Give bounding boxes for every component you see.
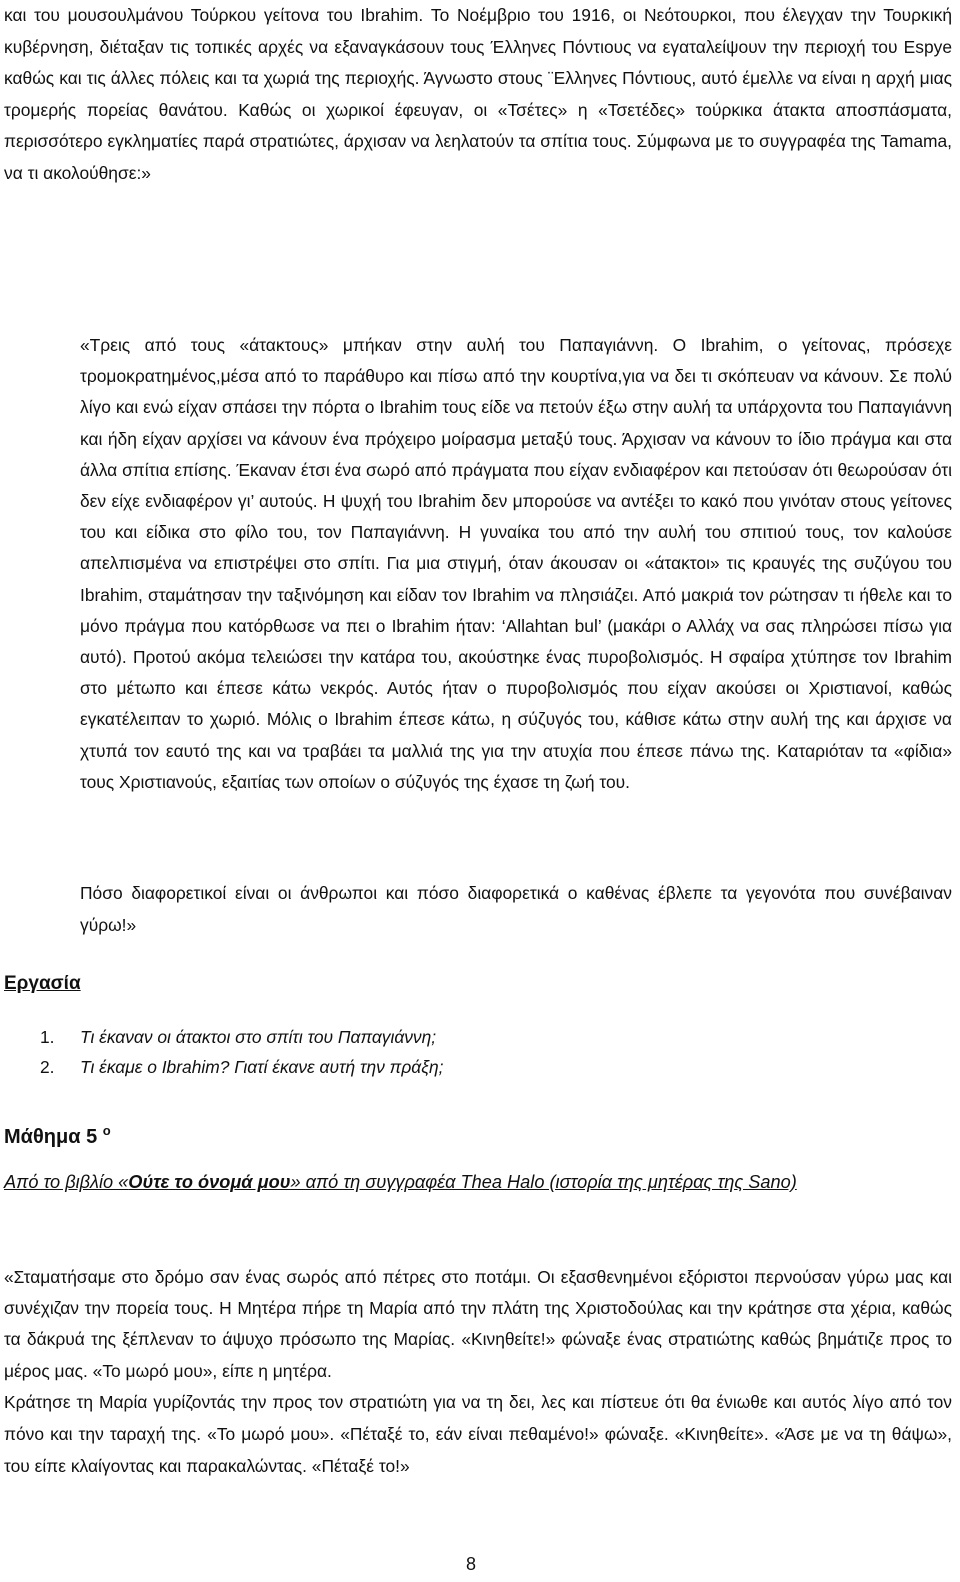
task-list: [40, 1022, 920, 1082]
task-item: [40, 1022, 920, 1052]
source-prefix: Από το βιβλίο «: [4, 1172, 129, 1192]
page-number: 8: [466, 1554, 477, 1574]
reflection-paragraph: Πόσο διαφορετικοί είναι οι άνθρωποι και πόσο διαφορετικά ο καθένας έβλεπε τα γεγονότα που συνέβαιναν γύρω!»: [80, 883, 952, 935]
lesson-heading-superscript: ο: [102, 1123, 111, 1138]
task-text: Τι έκαμε ο Ibrahim? Γιατί έκανε αυτή την πράξη;: [80, 1057, 444, 1077]
source-suffix: » από τη συγγραφέα Thea Halo (ιστορία της μητέρας της Sano): [290, 1172, 797, 1192]
story-paragraph-2: Κράτησε τη Μαρία γυρίζοντάς την προς τον στρατιώτη για να τη δει, λες και πίστευε ότι θα ένιωθε και αυτός λίγο από τον πόνο και την ταραχή της. «Το μωρό μου». «Πέταξέ το, εάν είναι πεθαμένο!» φώναξε. «Κινηθείτε». «Άσε με να τη θάψω», του είπε κλαίγοντας και παρακαλώντας. «Πέταξέ το!»: [4, 1392, 952, 1476]
intro-paragraph: και του μουσουλμάνου Τούρκου γείτονα του Ibrahim. Το Νοέμβριο του 1916, οι Νεότουρκοι, που έλεγχαν την Τουρκική κυβέρνηση, διέταξαν τις τοπικές αρχές να εξαναγκάσουν τους Έλληνες Πόντιους να εγαταλείψουν την περιοχή του Espye καθώς και τις άλλες πόλεις και τα χωριά της περιοχής. Άγνωστο στους ¨Ελληνες Πόντιους, αυτό έμελλε να είναι η αρχή μιας τρομερής πορείας θανάτου. Καθώς οι χωρικοί έφευγαν, οι «Τσέτες» η «Τσετέδες» τούρκικα άτακτα αποσπάσματα, περισσότερο εγκληματίες παρά στρατιώτες, άρχισαν να λεηλατούν τα σπίτια τους. Σύμφωνα με το συγγραφέα της Tamama, να τι ακολούθησε:»: [4, 5, 952, 183]
task-item: [40, 1052, 920, 1082]
lesson-heading: [4, 1116, 111, 1152]
story-paragraph-1: «Σταματήσαμε στο δρόμο σαν ένας σωρός από πέτρες στο ποτάμι. Οι εξασθενημένοι εξόριστοι περνούσαν γύρω μας και συνέχιζαν την πορεία τους. Η Μητέρα πήρε τη Μαρία από την πλάτη της Χριστοδούλας και την κράτησε στα χέρια, καθώς τα δάκρυά της ξέπλεναν το άψυχο πρόσωπο της Μαρίας. «Κινηθείτε!» φώναξε ένας στρατιώτης καθώς βημάτιζε προς το μέρος μας. «Το μωρό μου», είπε η μητέρα.: [4, 1267, 952, 1381]
source-citation: [4, 1165, 952, 1199]
task-heading: Εργασία: [4, 973, 81, 994]
lesson-heading-text: Μάθημα 5: [4, 1126, 98, 1148]
task-number: 1.: [40, 1027, 55, 1047]
task-number: 2.: [40, 1057, 55, 1077]
quote-paragraph: «Τρεις από τους «άτακτους» μπήκαν στην αυλή του Παπαγιάννη. O Ibrahim, ο γείτονας, πρόσεχε τρομοκρατημένος,μέσα από το παράθυρο και πίσω από την κουρτίνα,για να δει τι σκόπευαν να κάνουν. Σε πολύ λίγο και ενώ είχαν σπάσει την πόρτα ο Ibrahim τους είδε να πετούν έξω στην αυλή τα υπάρχοντα του Παπαγιάννη και ήδη είχαν αρχίσει να κάνουν ένα πρόχειρο μοίρασμα μεταξύ τους. Άρχισαν να κάνουν το ίδιο πράγμα και στα άλλα σπίτια επίσης. Έκαναν έτσι ένα σωρό από πράγματα που είχαν ενδιαφέρον και πετούσαν ότι θεωρούσαν ότι δεν είχε ενδιαφέρον γι’ αυτούς. Η ψυχή του Ibrahim δεν μπορούσε να αντέξει το κακό που γινόταν στους γείτονες του και είδικα στο φίλο του, τον Παπαγιάννη. Η γυναίκα του από την αυλή του σπιτιού τους, τον καλούσε απελπισμένα να επιστρέψει στο σπίτι. Για μια στιγμή, όταν άκουσαν οι «άτακτοι» τις κραυγές της συζύγου του Ibrahim, σταμάτησαν την ταξινόμηση και είδαν τον Ibrahim να πλησιάζει. Από μακριά τον ρώτησαν τι ήθελε και το μόνο πράγμα που κατόρθωσε να πει ο Ibrahim ήταν: ‘Allahtan bul’ (μακάρι ο Αλλάχ να σας πληρώσει πίσω για αυτό). Προτού ακόμα τελειώσει την κατάρα του, ακούστηκε ένας πυροβολισμός. Η σφαίρα χτύπησε τον Ibrahim στο μέτωπο και έπεσε κάτω νεκρός. Αυτός ήταν ο πυροβολισμός που είχαν ακούσει οι Χριστιανοί, καθώς εγκατέλειπαν το χωριό. Μόλις ο Ibrahim έπεσε κάτω, η σύζυγός του, κάθισε κάτω στην αυλή της και άρχισε να χτυπά τον εαυτό της και να τραβάει τα μαλλιά της για την ατυχία που έπεσε πάνω της. Καταριόταν τα «φίδια» τους Χριστιανούς, εξαιτίας των οποίων ο σύζυγός της έχασε τη ζωή του.: [80, 335, 952, 792]
source-book-title: Ούτε το όνομά μου: [128, 1172, 291, 1192]
task-text: Τι έκαναν οι άτακτοι στο σπίτι του Παπαγιάννη;: [80, 1027, 437, 1047]
